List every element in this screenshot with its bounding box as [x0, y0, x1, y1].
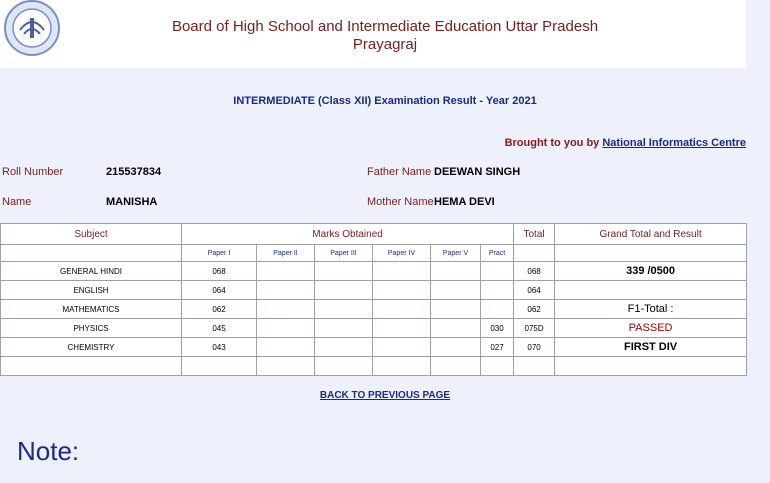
paper-1-cell: 062 — [182, 300, 257, 319]
subject-cell: PHYSICS — [1, 319, 182, 338]
empty-cell — [257, 357, 315, 376]
paper-2-header: Paper II — [257, 245, 315, 262]
empty-cell — [431, 300, 481, 319]
empty-cell — [431, 338, 481, 357]
paper-3-header: Paper III — [315, 245, 373, 262]
subject-cell: MATHEMATICS — [1, 300, 182, 319]
practical-cell — [481, 262, 514, 281]
f1-total-label: F1-Total : — [555, 300, 747, 319]
credit-line — [505, 137, 746, 149]
board-city: Prayagraj — [352, 36, 418, 53]
empty-cell — [373, 338, 431, 357]
grand-total-value: 339 /0500 — [555, 262, 747, 281]
roll-number-label: Roll Number — [2, 166, 64, 178]
table-row — [1, 357, 747, 376]
empty-cell — [373, 357, 431, 376]
empty-cell — [431, 262, 481, 281]
board-title: Board of High School and Intermediate Education Uttar Pradesh — [171, 18, 599, 35]
empty-cell — [373, 281, 431, 300]
table-row — [1, 338, 747, 357]
empty-cell — [555, 357, 747, 376]
total-cell: 075D — [514, 319, 555, 338]
empty-cell — [257, 300, 315, 319]
practical-cell: 027 — [481, 338, 514, 357]
total-cell: 062 — [514, 300, 555, 319]
roll-number-value: 215537834 — [106, 166, 162, 178]
note-heading: Note: — [17, 436, 80, 466]
practical-cell — [481, 281, 514, 300]
empty-cell — [315, 281, 373, 300]
empty-cell — [431, 357, 481, 376]
total-cell: 070 — [514, 338, 555, 357]
subject-cell: GENERAL HINDI — [1, 262, 182, 281]
paper-1-cell: 043 — [182, 338, 257, 357]
total-cell: 064 — [514, 281, 555, 300]
table-row — [1, 319, 747, 338]
mother-name-label: Mother Name — [367, 196, 434, 208]
subject-cell: CHEMISTRY — [1, 338, 182, 357]
paper-1-cell: 068 — [182, 262, 257, 281]
total-cell: 068 — [514, 262, 555, 281]
empty-cell — [373, 300, 431, 319]
subheader-blank — [1, 245, 182, 262]
subheader-blank — [514, 245, 555, 262]
table-row — [1, 262, 747, 281]
empty-cell — [431, 319, 481, 338]
paper-1-cell: 045 — [182, 319, 257, 338]
empty-cell — [315, 262, 373, 281]
empty-cell — [514, 357, 555, 376]
paper-1-cell: 064 — [182, 281, 257, 300]
mother-name-value: HEMA DEVI — [434, 196, 495, 208]
subheader-blank — [555, 245, 747, 262]
practical-header: Pract — [481, 245, 514, 262]
father-name-value: DEEWAN SINGH — [434, 166, 521, 178]
result-status: PASSED — [555, 319, 747, 338]
table-row — [1, 300, 747, 319]
result-table — [0, 223, 747, 376]
subject-header: Subject — [1, 224, 182, 245]
empty-cell — [257, 319, 315, 338]
credit-prefix: Brought to you by — [504, 137, 600, 149]
empty-cell — [481, 357, 514, 376]
empty-cell — [182, 357, 257, 376]
paper-1-header: Paper I — [182, 245, 257, 262]
grand-total-header: Grand Total and Result — [555, 224, 747, 245]
empty-cell — [373, 262, 431, 281]
empty-cell — [315, 338, 373, 357]
empty-cell — [315, 319, 373, 338]
practical-cell — [481, 300, 514, 319]
empty-cell — [1, 357, 182, 376]
name-value: MANISHA — [106, 196, 158, 208]
paper-4-header: Paper IV — [373, 245, 431, 262]
empty-cell — [257, 281, 315, 300]
paper-5-header: Paper V — [431, 245, 481, 262]
marks-header: Marks Obtained — [182, 224, 514, 245]
exam-title: INTERMEDIATE (Class XII) Examination Result - Year 2021 — [233, 95, 537, 107]
division-value: FIRST DIV — [555, 338, 747, 357]
name-label: Name — [2, 196, 32, 208]
back-to-previous-page-link[interactable]: BACK TO PREVIOUS PAGE — [319, 390, 451, 401]
empty-cell — [257, 262, 315, 281]
empty-cell — [315, 300, 373, 319]
table-row — [1, 281, 747, 300]
nic-link[interactable]: National Informatics Centre — [602, 137, 746, 149]
empty-cell — [315, 357, 373, 376]
empty-cell — [431, 281, 481, 300]
subject-cell: ENGLISH — [1, 281, 182, 300]
total-header: Total — [514, 224, 555, 245]
father-name-label: Father Name — [367, 166, 432, 178]
grand-total-blank — [555, 281, 747, 300]
practical-cell: 030 — [481, 319, 514, 338]
empty-cell — [373, 319, 431, 338]
empty-cell — [257, 338, 315, 357]
